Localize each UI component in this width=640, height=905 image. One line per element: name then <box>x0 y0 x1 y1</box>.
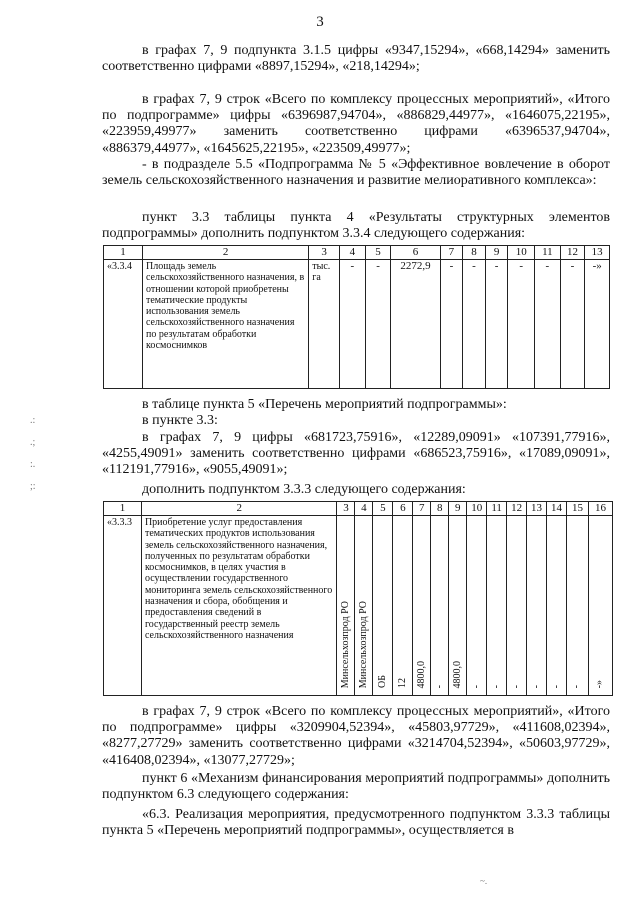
table-header-cell: 2 <box>141 502 337 516</box>
pen-mark: ;: <box>30 481 36 492</box>
paragraph-8-text: дополнить подпунктом 3.3.3 следующего содержания: <box>142 482 466 497</box>
paragraph-7-text: в графах 7, 9 цифры «681723,75916», «12289,09091» «107391,77916», «4255,49091» заменить соответственно цифрами «686523,75916», «17089,09091», «112191,77916», «9055,49091»; <box>102 430 610 478</box>
paragraph-6-text: в пункте 3.3: <box>142 413 218 428</box>
pen-mark: :. <box>30 459 36 470</box>
table-cell-vertical <box>393 516 413 696</box>
table-cell-vertical <box>467 516 487 696</box>
table-header-cell: 11 <box>535 246 561 260</box>
table-header-cell: 10 <box>467 502 487 516</box>
table-cell-vertical <box>588 516 612 696</box>
table-header-cell: 13 <box>527 502 547 516</box>
table-cell: - <box>440 260 463 389</box>
table-header-cell: 8 <box>463 246 486 260</box>
paragraph-7 <box>102 430 610 479</box>
table-cell-text: - <box>510 684 522 688</box>
table-cell-vertical <box>487 516 507 696</box>
table-cell-text: 12 <box>396 678 408 688</box>
table-cell-text: Минсельхозпрод РО <box>357 600 369 688</box>
paragraph-3 <box>102 157 610 189</box>
paragraph-4 <box>102 210 610 242</box>
paragraph-1 <box>102 43 610 75</box>
table-cell-text: ОБ <box>376 675 388 688</box>
paragraph-6 <box>102 413 610 429</box>
table-header-cell: 15 <box>566 502 588 516</box>
table-cell-vertical <box>449 516 467 696</box>
table-header-row <box>104 502 613 516</box>
table-header-cell: 4 <box>355 502 373 516</box>
table-cell: 2272,9 <box>391 260 440 389</box>
table-cell-vertical <box>413 516 431 696</box>
bottom-pen-mark: ~. <box>480 876 488 886</box>
paragraph-11-text: «6.3. Реализация мероприятия, предусмотренного подпунктом 3.3.3 таблицы пункта 5 «Перечень мероприятий подпрограммы», осуществляется в <box>102 807 610 839</box>
table-cell: Приобретение услуг предоставления тематических продуктов использования земель сельскохозяйственного назначения, полученных по результатам обработки космоснимков, в целях участия в осуществлении государственного мониторинга земель сельскохозяйственного назначения и сбора, обобщения и предоставления сведений в государственный реестр земель сельскохозяйственного назначения <box>141 516 337 696</box>
table-header-cell: 3 <box>309 246 340 260</box>
table-header-cell: 6 <box>393 502 413 516</box>
table-cell-text: - <box>550 684 562 688</box>
paragraph-1-text: в графах 7, 9 подпункта 3.1.5 цифры «9347,15294», «668,14294» заменить соответственно цифрами «8897,15294», «218,14294»; <box>102 43 610 75</box>
table-header-cell: 1 <box>104 246 143 260</box>
table-cell: -» <box>585 260 610 389</box>
table-cell-vertical <box>547 516 567 696</box>
table-cell-text: - <box>433 684 445 688</box>
table-header-cell: 7 <box>440 246 463 260</box>
paragraph-11 <box>102 807 610 839</box>
table-header-cell: 5 <box>365 246 391 260</box>
table-header-cell: 13 <box>585 246 610 260</box>
table-header-cell: 7 <box>413 502 431 516</box>
table-cell: - <box>560 260 585 389</box>
table-header-cell: 4 <box>340 246 366 260</box>
table-cell-text: 4800,0 <box>451 660 463 688</box>
table-cell-vertical <box>507 516 527 696</box>
table-header-cell: 3 <box>337 502 355 516</box>
table-header-cell: 16 <box>588 502 612 516</box>
table-cell-text: - <box>571 684 583 688</box>
paragraph-9 <box>102 704 610 769</box>
table-cell-text: -» <box>594 679 606 688</box>
table-cell: - <box>365 260 391 389</box>
table-header-cell: 9 <box>485 246 508 260</box>
table-header-cell: 10 <box>508 246 535 260</box>
table-cell: тыс. га <box>309 260 340 389</box>
table-cell-vertical <box>527 516 547 696</box>
page-number: 3 <box>316 14 324 30</box>
table-cell: - <box>485 260 508 389</box>
table-cell-vertical <box>373 516 393 696</box>
table-header-cell: 6 <box>391 246 440 260</box>
table-cell: - <box>463 260 486 389</box>
table-header-row <box>104 246 610 260</box>
table-cell-text: Минсельхозпрод РО <box>339 600 351 688</box>
paragraph-2-text: в графах 7, 9 строк «Всего по комплексу процессных мероприятий», «Итого по подпрограмме» цифры «6396987,94704», «886829,44977», «1646075,22195», «223959,49977» заменить соответственно цифрами «6396537,94704», «886379,44977», «1645625,22195», «223509,49977»; <box>102 92 610 156</box>
paragraph-5 <box>102 397 610 413</box>
pen-mark: .; <box>30 437 36 448</box>
table-cell-vertical <box>337 516 355 696</box>
table-cell-text: - <box>490 684 502 688</box>
table-cell: Площадь земель сельскохозяйственного назначения, в отношении которой приобретены тематические продукты использования земель сельскохозяйственного назначения по результатам обработки космоснимков <box>143 260 309 389</box>
table-header-cell: 9 <box>449 502 467 516</box>
table-cell: - <box>535 260 561 389</box>
table-cell-vertical <box>355 516 373 696</box>
table-header-cell: 2 <box>143 246 309 260</box>
paragraph-2 <box>102 92 610 157</box>
measures-table <box>103 501 613 696</box>
table-cell-text: - <box>470 684 482 688</box>
paragraph-4-text: пункт 3.3 таблицы пункта 4 «Результаты структурных элементов подпрограммы» дополнить подпунктом 3.3.4 следующего содержания: <box>102 210 610 242</box>
results-table <box>103 245 610 389</box>
paragraph-10 <box>102 771 610 803</box>
table-header-cell: 8 <box>431 502 449 516</box>
table-cell-vertical <box>566 516 588 696</box>
table-cell-text: - <box>530 684 542 688</box>
table-cell: «3.3.3 <box>104 516 142 696</box>
table-cell: - <box>340 260 366 389</box>
table-header-cell: 5 <box>373 502 393 516</box>
table-row <box>104 516 613 696</box>
table-cell-vertical <box>431 516 449 696</box>
table-cell-text: 4800,0 <box>415 660 427 688</box>
table-row <box>104 260 610 389</box>
table-header-cell: 12 <box>560 246 585 260</box>
paragraph-10-text: пункт 6 «Механизм финансирования мероприятий подпрограммы» дополнить подпунктом 6.3 следующего содержания: <box>102 771 610 803</box>
paragraph-8 <box>102 482 610 498</box>
paragraph-5-text: в таблице пункта 5 «Перечень мероприятий подпрограммы»: <box>142 397 507 412</box>
table-cell: «3.3.4 <box>104 260 143 389</box>
table-header-cell: 1 <box>104 502 142 516</box>
table-header-cell: 14 <box>547 502 567 516</box>
margin-pen-marks <box>30 410 36 498</box>
table-cell: - <box>508 260 535 389</box>
table-header-cell: 11 <box>487 502 507 516</box>
paragraph-9-text: в графах 7, 9 строк «Всего по комплексу процессных мероприятий», «Итого по подпрограмме» цифры «3209904,52394», «45803,97729», «411608,02394», «8277,27729» заменить соответственно цифрами «3214704,52394», «50603,97729», «416408,02394», «13077,27729»; <box>102 704 610 768</box>
paragraph-3-text: - в подразделе 5.5 «Подпрограмма № 5 «Эффективное вовлечение в оборот земель сельскохозяйственного назначения и развитие мелиоративного комплекса»: <box>102 157 610 189</box>
table-header-cell: 12 <box>507 502 527 516</box>
pen-mark: .: <box>30 415 36 426</box>
